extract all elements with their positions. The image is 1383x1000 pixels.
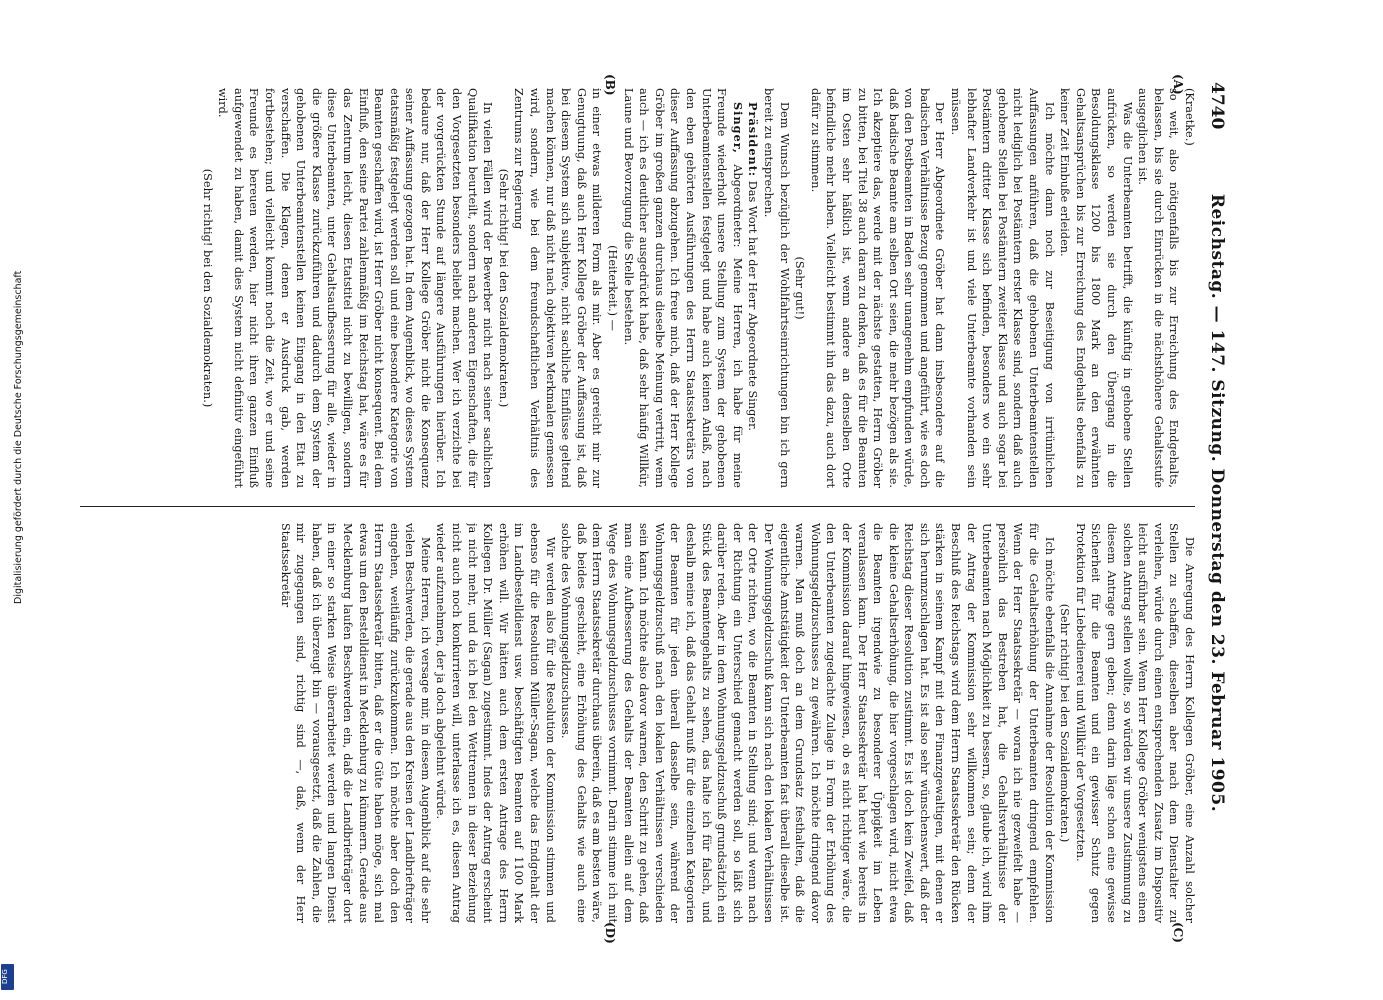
paragraph [495,88,511,488]
page-title: Reichstag. — 147. Sitzung. Donnerstag den 23. Februar 1905. [1207,193,1227,813]
paragraph [199,88,215,488]
left-column [77,88,1197,488]
paragraph [1057,88,1135,488]
paragraph [620,88,745,488]
paragraph [215,88,496,488]
paragraph [433,523,558,923]
paragraph [604,88,620,488]
paragraph [1181,88,1197,488]
paragraph-text: Ich möchte ebenfalls die Annahme der Resolution der Kommission für die Gehaltserhöhung der Unterbeamten dringend empfehlen. Wenn der Herr Staatssekretär — woran ich nie gezweifelt habe — persönlich das Bestreben hat, die Gehaltsverhältnisse der Unterbeamten nach Möglichkeit zu bessern, so, glaube ich, wird ihm der Antrag der Kommission sehr willkommen sein; denn der Beschluß des Reichstags wird dem Herrn Staatssekretär den Rücken stärken in seinem Kampf mit den Finanzgewaltigen, mit denen er sich herumzuschlagen hat. Es ist also sehr wünschenswert, daß der Reichstag dieser Resolution zustimmt. Es ist doch kein Zweifel, daß die kleine Gehaltserhöhung, die hier vorgeschlagen wird, nicht etwa die Beamten irgendwie zu besonderer Üppigkeit im Leben veranlassen kann. Der Herr Staatssekretär hat heut wie bereits in der Kommission darauf hingewiesen, ob es nicht richtiger wäre, die den Unterbeamten zugedachte Zulage in Form der Erhöhung des Wohnungsgeldzuschusses zu gewähren. Ich möchte dringend davor warnen. Man muß doch an dem Grundsatz festhalten, daß die eigentliche Amtstätigkeit der Unterbeamten fast überall dieselbe ist. Der Wohnungsgeldzuschuß kann sich nach den lokalen Verhältnissen der Orte richten, wo die Beamten in Stellung sind; und wenn nach der Richtung ein Unterschied gemacht werden soll, so läßt sich darüber reden. Aber in dem Wohnungsgeldzuschuß grundsätzlich ein Stück des Beamtengehalts zu sehen, das halte ich für falsch, und deshalb meine ich, daß das Gehalt muß für die einzelnen Kategorien der Beamten für jeden überall dasselbe sein, während der Wohnungsgeldzuschuß nach den lokalen Verhältnissen verschieden sein kann. Ich möchte also davor warnen, den Schritt zu gehen, daß man eine Aufbesserung des Gehalts der Beamten allein auf dem Wege des Wohnungsgeldzuschusses vornimmt. Darin stimme ich mit dem Herrn Staatssekretär durchaus überein, daß es am besten wäre, daß beides geschieht, eine Erhöhung des Gehalts wie auch eine solche des Wohnungsgeldzuschusses. [559,523,1056,923]
margin-marker-a: (A) [1171,74,1185,95]
margin-marker-b: (B) [603,74,617,96]
paragraph-text: Der Herr Abgeordnete Gröber hat dann insbesondere auf die badischen Verhältnisse Bezug genommen und angeführt, wie es doch von den Postbeamten in Baden sehr unangenehm empfunden würde, daß badische Beamte am selben Ort seien, die mehr bezögen als sie. Ich akzeptiere das, werde mit der nächste gestatten, Herrn Gröber zu bitten, bei Titel 38 auch daran zu denken, daß es für die Beamten im Osten sehr häßlich ist, wenn andere an denselben Orte befindliche mehr haben. Vielleicht bestimmt ihn das dazu, auch dort dafür zu stimmen. [808,88,947,488]
paragraph-text: (Sehr richtig! bei den Sozialdemokraten.) [496,168,510,408]
paragraph-text: Die Anregung des Herrn Kollegen Gröber, eine Anzahl solcher Stellen zu schaffen, dieselben aber nach dem Dienstalter zu verleihen, würde durch einen entsprechenden Zusatz im Dispositiv leicht ausführbar sein. Wenn Herr Kollege Gröber wenigstens einen solchen Antrag stellen wollte, so würden wir unsere Zustimmung zu diesem Antrage gern geben; denn darin läge schon eine gewisse Sicherheit für die Beamten und ein gewisser Schutz gegen Protektion für Liebedienerei und Willkür der Vorgesetzten. [1073,523,1196,923]
paragraph-text: (Heiterkeit.) — [606,245,620,331]
margin-marker-d: (D) [603,922,617,944]
page-number: 4740 [1207,82,1227,130]
paragraph [558,523,1057,923]
side-footer [0,0,24,1000]
funding-note: Digitalisierung gefördert durch die Deutsche Forschungsgemeinschaft [13,270,24,604]
paragraph-text: Abgeordneter: Meine Herren, ich habe für meine Freunde wiederholt unsere Stellung zum System der gehobenen Unterbeamtenstellen festgelegt und habe auch keinen Anlaß, nach den eben gehörten Ausführungen des Herrn Staatssekretärs von dieser Auffassung abzugehen. Ich freue mich, daß der Herr Kollege Gröber im großen ganzen durchaus dieselbe Meinung vertritt, wenn auch — ich es deutlicher ausgedrückt habe, daß sehr häufig Willkür, Laune und Bevorzugung die Stelle bestehen. [621,88,744,488]
speaker-name: Präsident: [746,102,761,178]
paragraph-text: Dem Wunsch bezüglich der Wohlfahrtseinrichtungen bin ich gern bereit zu entsprechen. [761,88,791,488]
paragraph [807,88,947,488]
paragraph [277,523,433,923]
paragraph-text: Ich möchte dann noch zur Beseitigung von irrtümlichen Auffassungen anführen, daß die gehobenen Unterbeamtenstellen nicht lediglich bei Postämtern erster Klasse sind, sondern daß auch gehobene Stellen bei Postämtern zweiter Klasse und auch sogar bei Postämtern dritter Klasse sich befinden, besonders wo ein sehr lebhafter Landverkehr ist und viele Unterbeamte vorhanden sein müssen. [949,88,1056,488]
paragraph-text: (Sehr richtig! bei den Sozialdemokraten.) [1058,603,1072,843]
dfg-logo-icon: DFG [1,964,14,990]
paragraph-text: Meine Herren, ich versage mir, in diesem Augenblick auf die sehr vielen Beschwerden, die gerade aus den Kreisen der Landbriefträger eingehen, weitläufig zurückzukommen. Ich möchte aber doch den Herrn Staatssekretär bitten, daß er die Güte haben möge, sich mal etwas um den Bestelldienst in Mecklenburg zu kümmern. Gerade aus Mecklenburg laufen Beschwerden ein, daß die Landbriefträger dort in einer so starken Weise überarbeitet werden und langen Dienst haben, daß ich überzeugt bin — vorausgesetzt, daß die Zahlen, die mir zugegangen sind, richtig sind —, daß, wenn der Herr Staatssekretär [278,523,432,923]
paragraph [760,88,791,488]
paragraph [948,88,1057,488]
right-column [77,523,1197,923]
column-divider [80,506,1195,507]
paragraph-text: Was die Unterbeamten betrifft, die künftig in gehobene Stellen aufrücken, so werden sie durch den Übergang in die Besoldungsklasse 1200 bis 1800 Mark an den erwähnten Gehaltsansprüchen bis zur Erreichung des Endgehalts ebenfalls zu keiner Zeit Einbuße erleiden. [1058,88,1134,488]
page-header [1205,78,1227,928]
paragraph [511,88,605,488]
paragraph [745,88,761,488]
paragraph [1057,523,1073,923]
paragraph-text: (Sehr gut!) [793,256,807,320]
document-page [71,74,1227,944]
paragraph [792,88,808,488]
paragraph-text: (Kraetke.) [1183,88,1196,146]
paragraph-text: in einer etwas milderen Form als mir. Aber es gereicht mir zur Genugtuung, daß auch Herr Kollege Gröber der Auffassung ist, daß bei diesem System sich subjektive, nicht sachliche Einflüsse geltend machen können, nur daß nicht nach objektiven Merkmalen gemessen wird, sondern, wie bei dem freundschaftlichen Verhältnis des Zentrums zur Regierung [512,88,604,488]
speaker-name: Singer, [730,102,745,154]
paragraph-text: so weit, also nötigenfalls bis zur Erreichung des Endgehalts, belassen, bis sie durch Einrücken in die nächsthöhere Gehaltsstufe ausgeglichen ist. [1136,88,1181,488]
paragraph-text: Das Wort hat der Herr Abgeordnete Singer. [746,177,760,431]
paragraph [1135,88,1182,488]
margin-marker-c: (C) [1171,922,1185,943]
paragraph [1072,523,1197,923]
paragraph-text: Wir werden also für die Resolution der Kommission stimmen und ebenso für die Resolution Müller-Sagan, welche das Endgehalt der im Landbestelldienst usw. beschäftigten Beamten auf 1100 Mark erhöhen will. Wir hätten auch dem ersten Antrage des Herrn Kollegen Dr. Müller (Sagan) zugestimmt. Indes der Antrag erscheint ja nicht mehr, und da ich bei den Wettrennen in dieser Beziehung nicht auch noch konkurrieren will, unterlasse ich es, diesen Antrag wieder aufzunehmen, der ja doch abgelehnt würde. [434,523,557,923]
paragraph-text: (Sehr richtig! bei den Sozialdemokraten.) [200,168,214,408]
paragraph-text: In vielen Fällen wird der Bewerber nicht nach seiner sachlichen Qualifikation beurteilt, sondern nach anderen Eigenschaften, die für den Vorgesetzten besonders beliebt machen. Wer ich verzichte bei der vorgerückten Stunde auf längere Ausführungen hierüber. Ich bedaure nur, daß der Herr Kollege Gröber nicht die Konsequenz seiner Auffassung gezogen hat. In dem Augenblick, wo dieses System etatsmäßig festgelegt werden soll und eine besondere Kategorie von Beamten geschaffen wird, ist Herr Gröber nicht konsequent. Bei dem Einfluß, den seine Partei zahlenmäßig im Reichstag hat, wäre es für das Zentrum leicht, diesen Etatstitel nicht zu bewilligen, sondern diese Unterbeamten, unter Gehaltsaufbesserung für alle, wieder in die größere Klasse zurückzuführen und dadurch dem System der gehobenen Unterbeamtenstellen keinen Eingang in den Etat zu verschaffen. Die Klagen, denen er Ausdruck gab, werden fortbestehen; und vielleicht kommt noch die Zeit, wo er und seine Freunde es bereuen werden, hier nicht ihren ganzen Einfluß aufgewendet zu haben, damit dies System nicht definitiv eingeführt wird. [216,88,495,488]
